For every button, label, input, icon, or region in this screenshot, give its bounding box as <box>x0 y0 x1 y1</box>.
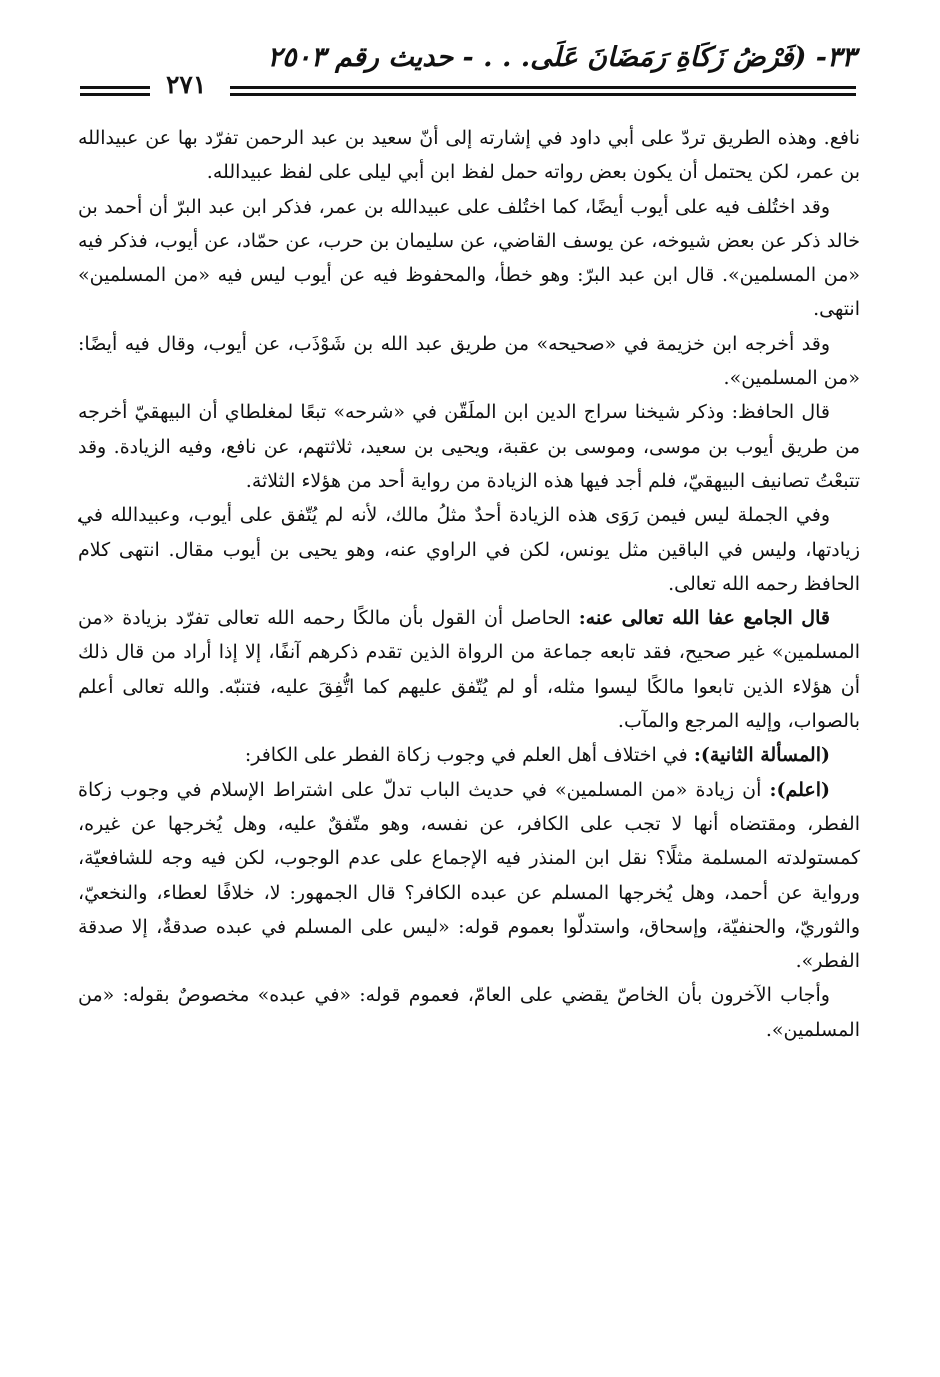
chapter-title: ٣٣- (فَرْضُ زَكَاةِ رَمَضَانَ عَلَى. . . - حديث رقم ٢٥٠٣ <box>267 42 856 73</box>
paragraph <box>78 498 860 601</box>
page-header <box>80 40 856 99</box>
header-rule-right <box>230 86 856 96</box>
paragraph-text: في اختلاف أهل العلم في وجوب زكاة الفطر على الكافر: <box>244 744 694 767</box>
paragraph-lead: (المسألة الثانية): <box>693 744 830 767</box>
paragraph-text: قال الحافظ: وذكر شيخنا سراج الدين ابن الملَقّن في «شرحه» تبعًا لمغلطاي أن البيهقيّ أخرجه من طريق أيوب بن موسى، وموسى بن عقبة، ويحيى بن سعيد، ثلاثتهم، عن نافع، وفيه الزيادة. وقد تتبعْتُ تصانيف البيهقيّ، فلم أجد فيها هذه الزيادة من رواية أحد من هؤلاء الثلاثة. <box>78 401 860 492</box>
paragraph-text: وقد اختُلف فيه على أيوب أيضًا، كما اختُلف على عبيدالله بن عمر، فذكر ابن عبد البرّ أن أحمد بن خالد ذكر عن بعض شيوخه، عن يوسف القاضي، عن سليمان بن حرب، عن حمّاد، عن أيوب، فذكر فيه «من المسلمين». قال ابن عبد البرّ: وهو خطأ، والمحفوظ فيه عن أيوب ليس فيه «من المسلمين» انتهى. <box>78 195 860 321</box>
paragraph-text: وقد أخرجه ابن خزيمة في «صحيحه» من طريق عبد الله بن شَوْذَب، عن أيوب، وقال فيه أيضًا: «من المسلمين». <box>78 332 860 390</box>
paragraph <box>78 395 860 498</box>
header-rule-left <box>80 86 150 96</box>
paragraph-text: أن زيادة «من المسلمين» في حديث الباب تدلّ على اشتراط الإسلام في وجوب زكاة الفطر، ومقتضاه أنها لا تجب على الكافر، عن نفسه، وهو متّفقٌ عليه، وهل يُخرجها عن غيره، كمستولدته المسلمة مثلًا؟ نقل ابن المنذر فيه الإجماع على عدم الوجوب، لكن فيه وجه للشافعيّة، ورواية عن أحمد، وهل يُخرجها المسلم عن عبده الكافر؟ قال الجمهور: لا، خلافًا لعطاء، والنخعيّ، والثوريّ، والحنفيّة، وإسحاق، واستدلّوا بعموم قوله: «ليس على المسلم في عبده صدقةٌ، إلا صدقة الفطر». <box>78 778 860 973</box>
paragraph-text: وفي الجملة ليس فيمن رَوَى هذه الزيادة أحدٌ مثلُ مالك، لأنه لم يُتّفق على أيوب، وعبيدالله في زيادتها، وليس في الباقين مثل يونس، لكن في الراوي عنه، وهو يحيى بن أيوب مقال. انتهى كلام الحافظ رحمه الله تعالى. <box>78 504 860 595</box>
paragraph-text: الحاصل أن القول بأن مالكًا رحمه الله تعالى تفرّد بزيادة «من المسلمين» غير صحيح، فقد تابعه جماعة من الرواة الذين تقدم ذكرهم آنفًا، إلا إذا أراد من قال ذلك أن هؤلاء الذين تابعوا مالكًا ليسوا مثله، أو لم يُتّفق عليهم كما اتُّفِقَ عليه، فتنبّه. والله تعالى أعلم بالصواب، وإليه المرجع والمآب. <box>78 607 860 733</box>
paragraph-text: نافع. وهذه الطريق تردّ على أبي داود في إشارته إلى أنّ سعيد بن عبد الرحمن تفرّد بها عن عبيدالله بن عمر، لكن يحتمل أن يكون بعض رواته حمل لفظ ابن أبي ليلى على لفظ عبيدالله. <box>78 127 860 184</box>
paragraph <box>78 773 860 979</box>
paragraph <box>78 601 860 738</box>
body-text <box>78 121 860 1047</box>
paragraph-text: وأجاب الآخرون بأن الخاصّ يقضي على العامّ، فعموم قوله: «في عبده» مخصوصٌ بقوله: «من المسلمين». <box>78 984 860 1041</box>
paragraph-lead: قال الجامع عفا الله تعالى عنه: <box>578 607 830 630</box>
paragraph <box>78 978 860 1047</box>
paragraph <box>78 121 860 190</box>
paragraph-lead: (اعلم): <box>769 778 830 801</box>
paragraph <box>78 190 860 327</box>
page-number: ٢٧١ <box>158 70 214 99</box>
paragraph <box>78 738 860 772</box>
paragraph <box>78 327 860 396</box>
